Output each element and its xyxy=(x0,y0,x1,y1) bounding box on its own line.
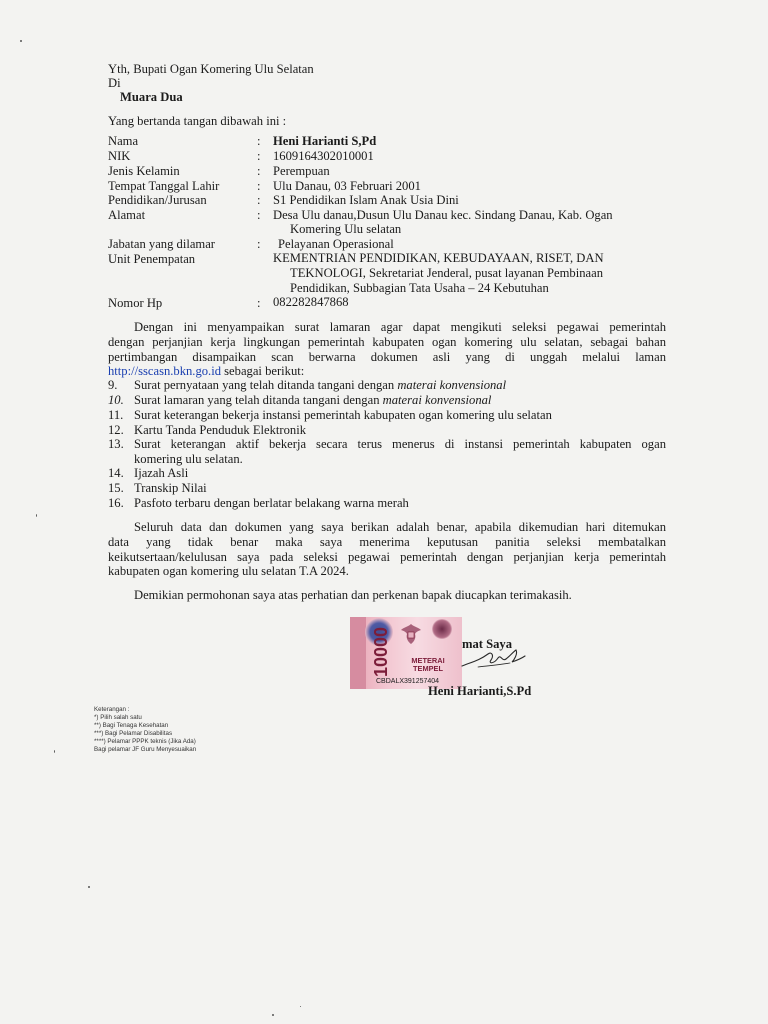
list-text: Surat pernyataan yang telah ditanda tangani dengan materai konvensional xyxy=(134,378,507,392)
paragraph-text: sebagai berikut: xyxy=(224,364,305,378)
paragraph-line: kabupaten ogan komering ulu selatan T.A 2024. xyxy=(108,564,349,578)
field-value-cont: Pendidikan, Subbagian Tata Usaha – 24 Kebutuhan xyxy=(290,281,549,295)
field-value: 082282847868 xyxy=(273,295,349,309)
field-colon: : xyxy=(257,134,261,148)
paragraph-line: keikutsertaan/kelulusan saya pada seleksi pegawai pemerintah dengan perjanjian kerja pemerintah xyxy=(108,550,666,564)
field-colon: : xyxy=(257,296,261,310)
list-text-cont: komering ulu selatan. xyxy=(134,452,243,466)
list-number: 13. xyxy=(108,437,124,451)
field-value: Perempuan xyxy=(273,164,330,178)
field-label: NIK xyxy=(108,149,131,163)
paragraph-line: pertimbangan disampaikan scan berwarna dokumen asli yang di unggah melalui laman xyxy=(108,350,666,364)
field-value: Ulu Danau, 03 Februari 2001 xyxy=(273,179,421,193)
list-number: 10. xyxy=(108,393,124,407)
field-label: Alamat xyxy=(108,208,146,222)
paragraph-line: dengan perjanjian kerja lingkungan pemerintah kabupaten ogan komering ulu selatan, sebagai bahan xyxy=(108,335,666,349)
garuda-emblem-icon xyxy=(398,621,424,647)
field-colon: : xyxy=(257,164,261,178)
list-text: Surat lamaran yang telah ditanda tangani dengan materai konvensional xyxy=(134,393,492,407)
meterai-stamp xyxy=(350,617,462,689)
field-colon: : xyxy=(257,149,261,163)
list-text: Surat keterangan aktif bekerja secara terus menerus di instansi pemerintah kabupaten ogan xyxy=(134,437,666,451)
field-value: KEMENTRIAN PENDIDIKAN, KEBUDAYAAN, RISET, DAN xyxy=(273,251,604,265)
scan-speck xyxy=(272,1014,274,1016)
field-colon: : xyxy=(257,208,261,222)
list-text: Transkip Nilai xyxy=(134,481,207,495)
footnote: Keterangan : xyxy=(94,706,130,713)
field-value: S1 Pendidikan Islam Anak Usia Dini xyxy=(273,193,459,207)
list-number: 14. xyxy=(108,466,124,480)
field-colon: : xyxy=(257,193,261,207)
addressee-city: Muara Dua xyxy=(120,90,183,104)
list-number: 12. xyxy=(108,423,124,437)
stamp-label: METERAI TEMPEL xyxy=(411,656,445,673)
sscasn-link[interactable]: http://sscasn.bkn.go.id xyxy=(108,364,221,378)
list-number: 11. xyxy=(108,408,124,422)
list-text: Pasfoto terbaru dengan berlatar belakang warna merah xyxy=(134,496,409,510)
field-value: Desa Ulu danau,Dusun Ulu Danau kec. Sindang Danau, Kab. Ogan xyxy=(273,208,613,222)
field-colon: : xyxy=(257,179,261,193)
scan-speck xyxy=(300,1006,301,1007)
list-number: 9. xyxy=(108,378,118,392)
field-colon: : xyxy=(257,237,261,251)
field-value-cont: TEKNOLOGI, Sekretariat Jenderal, pusat layanan Pembinaan xyxy=(290,266,603,280)
field-label: Unit Penempatan xyxy=(108,252,196,266)
addressee: Yth, Bupati Ogan Komering Ulu Selatan xyxy=(108,62,314,76)
scan-speck xyxy=(88,886,90,888)
closing-line: Demikian permohonan saya atas perhatian dan perkenan bapak diucapkan terimakasih. xyxy=(134,588,572,602)
intro-line: Yang bertanda tangan dibawah ini : xyxy=(108,114,287,128)
handwritten-signature xyxy=(458,644,528,674)
footnote: ****) Pelamar PPPK teknis (Jika Ada) xyxy=(94,738,196,745)
field-value-cont: Komering Ulu selatan xyxy=(290,222,402,236)
field-label: Tempat Tanggal Lahir xyxy=(108,179,220,193)
list-number: 16. xyxy=(108,496,124,510)
signatory-name: Heni Harianti,S.Pd xyxy=(428,684,532,698)
field-label: Pendidikan/Jurusan xyxy=(108,193,207,207)
list-text: Kartu Tanda Penduduk Elektronik xyxy=(134,423,307,437)
list-number: 15. xyxy=(108,481,124,495)
list-text: Surat keterangan bekerja instansi pemerintah kabupaten ogan komering ulu selatan xyxy=(134,408,552,422)
footnote: *) Pilih salah satu xyxy=(94,714,142,721)
paragraph-line xyxy=(108,364,304,379)
field-value: Pelayanan Operasional xyxy=(278,237,394,251)
paragraph-line: data yang tidak benar maka saya menerima keputusan panitia seleksi membatalkan xyxy=(108,535,666,549)
field-value: Heni Harianti S,Pd xyxy=(273,134,377,148)
footnote: Bagi pelamar JF Guru Menyesuaikan xyxy=(94,746,197,753)
field-label: Nomor Hp xyxy=(108,296,163,310)
scan-speck xyxy=(20,40,22,42)
scan-speck xyxy=(54,750,55,753)
list-text: Ijazah Asli xyxy=(134,466,189,480)
footnote: **) Bagi Tenaga Kesehatan xyxy=(94,722,169,729)
field-label: Jabatan yang dilamar xyxy=(108,237,216,251)
paragraph-line: Dengan ini menyampaikan surat lamaran agar dapat mengikuti seleksi pegawai pemerintah xyxy=(134,320,666,334)
paragraph-line: Seluruh data dan dokumen yang saya berikan adalah benar, apabila dikemudian hari ditemukan xyxy=(134,520,666,534)
stamp-denomination: 10000 xyxy=(371,626,391,678)
stamp-seal xyxy=(432,619,452,639)
footnote: ***) Bagi Pelamar Disabilitas xyxy=(94,730,173,737)
scan-speck xyxy=(36,514,37,517)
stamp-strip xyxy=(350,617,366,689)
signature-greeting: mat Saya xyxy=(462,637,513,651)
stamp-serial: CBDALX391257404 xyxy=(376,678,440,685)
field-value: 1609164302010001 xyxy=(273,149,374,163)
field-label: Jenis Kelamin xyxy=(108,164,180,178)
addressee-di: Di xyxy=(108,76,121,90)
field-label: Nama xyxy=(108,134,139,148)
